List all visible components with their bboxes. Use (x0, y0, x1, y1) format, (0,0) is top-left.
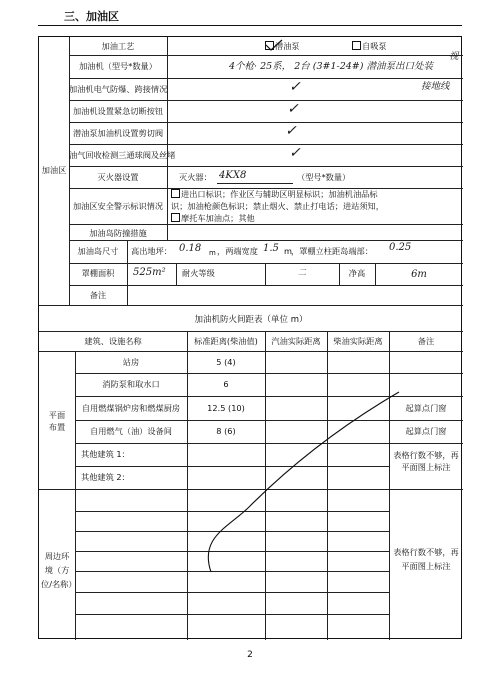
extinguisher-value: 4KX8 (219, 170, 247, 181)
island-width-label: ，两端宽度 (217, 246, 258, 256)
emergency-mark: ✓ (287, 101, 299, 117)
header-remark: 备注 (417, 336, 435, 346)
canopy-fire-label: 耐火等级 (182, 268, 215, 278)
process-label: 加油工艺 (101, 41, 135, 51)
vapor-mark: ✓ (289, 145, 301, 161)
extinguisher-label: 灭火器设置 (97, 172, 139, 182)
island-label: 加油岛防撞措施 (89, 228, 147, 238)
canopy-area-value: 525m² (133, 267, 166, 278)
checkbox-icon (352, 41, 361, 50)
signs-line1: 进出口标识；作业区与辅助区明显标识；加油机油品标 (171, 189, 378, 200)
plan-row-2-name: 消防泵和取水口 (102, 379, 160, 389)
island-width-value: 1.5 (263, 243, 279, 254)
extinguisher-suffix: （型号*数量） (297, 172, 351, 182)
plan-row-1-std: 5 (4) (216, 357, 236, 367)
island-height-value: 0.18 (179, 243, 202, 254)
plan-row-4-std: 8 (6) (216, 426, 236, 436)
dispenser-label: 加油机（型号*数量） (79, 61, 157, 71)
plan-row-5-name: 其他建筑 1： (81, 449, 130, 459)
area-label: 加油区 (41, 165, 67, 175)
electric-mark: ✓ (289, 79, 301, 95)
signs-line2: 识；加油枪颜色标识；禁止烟火、禁止打电话；进站须知， (171, 201, 384, 211)
header-gasoline: 汽油实际距离 (271, 336, 321, 346)
strike-line (189, 387, 409, 587)
header-facility: 建筑、设施名称 (84, 336, 142, 346)
env-note: 表格行数不够，再平面图上标注 (393, 547, 459, 571)
plan-row-2-std: 6 (223, 379, 229, 389)
page-number: 2 (247, 650, 253, 660)
canopy-area-label: 罩棚面积 (81, 268, 115, 278)
section-title: 三、加油区 (64, 10, 119, 23)
process-opt-self-priming[interactable]: 自吸泵 (352, 41, 387, 52)
inspection-form (38, 36, 462, 639)
emergency-label: 加油机设置紧急切断按钮 (72, 106, 164, 116)
plan-row-4-name: 自用燃气（油）设备间 (90, 426, 172, 436)
dispenser-side-note2: 接地线 (421, 81, 450, 92)
island-height-label: 高出地坪： (131, 246, 172, 256)
island-dist-label: ，罩棚立柱距岛端部： (291, 246, 373, 256)
extinguisher-prefix: 灭火器： (179, 172, 212, 182)
electric-label: 加油机电气防爆、跨接情况 (69, 84, 168, 94)
island-size-label: 加油岛尺寸 (77, 246, 119, 256)
shear-label: 潜油泵加油机设置剪切阀 (72, 128, 164, 138)
signs-label: 加油区安全警示标识情况 (72, 201, 164, 211)
canopy-height-label: 净高 (348, 268, 366, 278)
header-diesel: 柴油实际距离 (333, 336, 383, 346)
title-rule (38, 25, 462, 26)
group-env-label: 周边环境（方位/名称） (41, 551, 77, 589)
plan-other-note: 表格行数不够，再平面图上标注 (393, 450, 459, 472)
signs-line3: 摩托车加油点；其他 (171, 213, 255, 224)
vapor-label: 油气回收检测三通球阀及丝堵 (69, 150, 176, 160)
process-opt-submersible[interactable]: 潜油泵 (265, 41, 300, 52)
dispenser-side-note1: 视 (449, 51, 459, 62)
checkbox-checked-icon (171, 213, 180, 222)
plan-row-3-note: 起算点门窗 (405, 403, 447, 413)
remarks-label: 备注 (89, 290, 107, 300)
plan-row-6-name: 其他建筑 2： (81, 472, 130, 482)
plan-row-4-note: 起算点门窗 (405, 426, 447, 436)
checkbox-checked-icon (171, 189, 180, 198)
island-height-unit: m (209, 249, 216, 257)
shear-mark: ✓ (285, 123, 297, 139)
dispenser-handwritten: 4个枪· 25系， 2台 (3#1-24#) 潜油泵出口处装 (229, 61, 433, 72)
island-width-unit: m (284, 246, 292, 256)
canopy-height-value: 6m (411, 269, 427, 280)
plan-row-1-name: 站房 (122, 357, 140, 367)
process-check-mark (264, 39, 284, 53)
plan-row-3-std: 12.5 (10) (207, 403, 245, 413)
island-dist-value: 0.25 (389, 242, 412, 253)
distance-table-title: 加油机防火间距表（单位 m） (194, 315, 308, 325)
header-standard: 标准距离(柴油值) (194, 336, 258, 346)
group-plan-label: 平面布置 (48, 410, 66, 432)
canopy-fire-value: 二 (297, 267, 307, 277)
plan-row-3-name: 自用燃煤锅炉房和燃煤厨房 (81, 403, 181, 413)
